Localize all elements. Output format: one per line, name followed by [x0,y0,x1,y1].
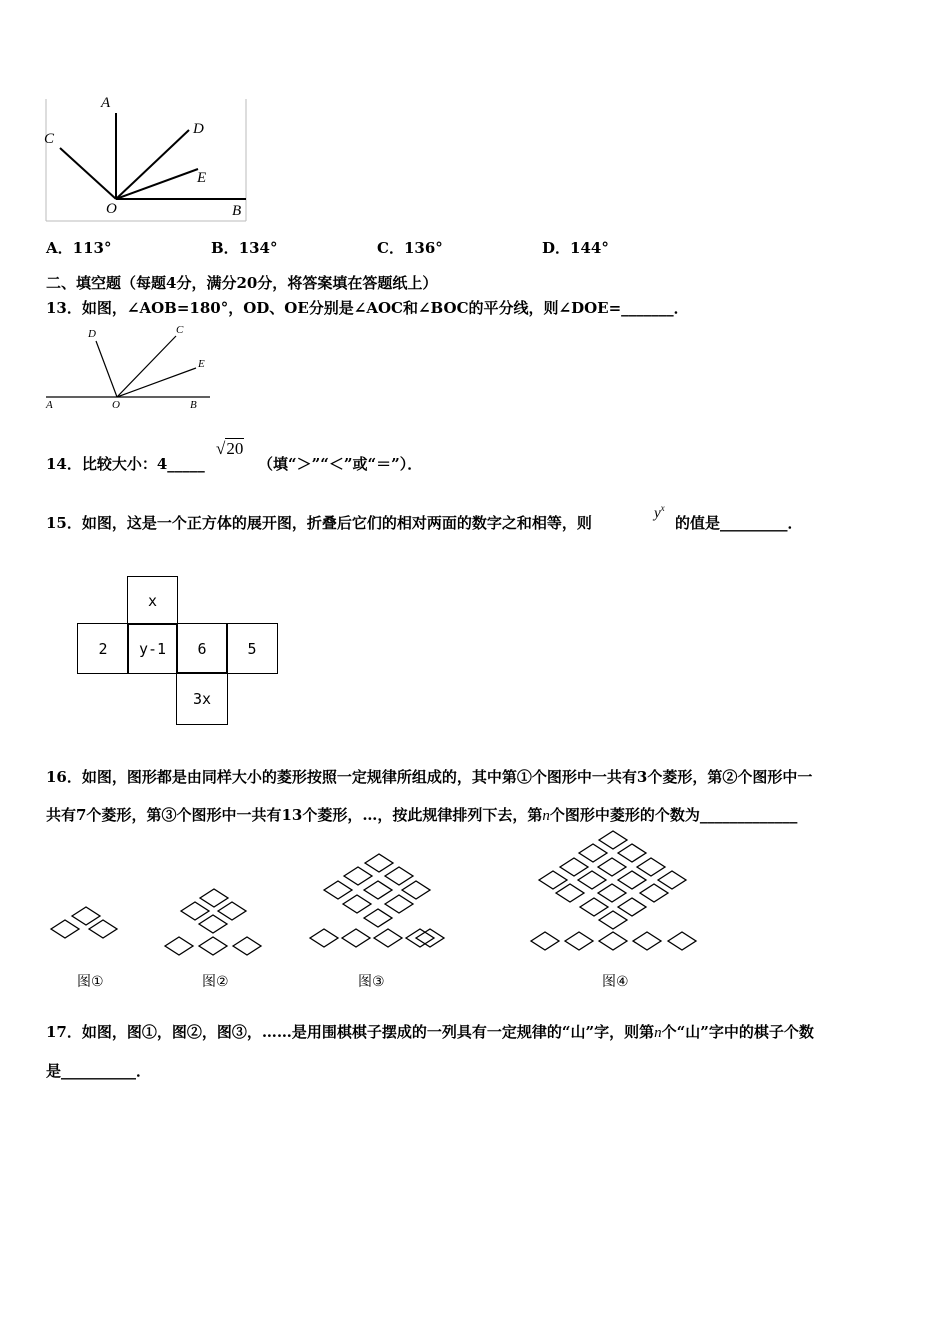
rhombus [598,858,626,876]
net-cell-2: y-1 [127,623,178,674]
option-d[interactable]: D．144° [542,239,609,257]
rhombus [539,871,567,889]
rhombus [618,871,646,889]
point-label-d: D [193,121,204,137]
point-label-a: A [101,95,111,111]
q16-line2-prefix: 共有7个菱形，第③个图形中一共有13个菱形，…，按此规律排列下去，第 [46,806,543,824]
q17-line1 [46,1021,814,1042]
rhombus [199,937,227,955]
option-c[interactable]: C．136° [377,239,443,257]
point-label-o: O [106,201,117,217]
rhombus [385,867,413,885]
net-cell-3: 6 [176,623,228,674]
rhombus [51,920,79,938]
rhombus [343,895,371,913]
q17-line1-prefix: 17．如图，图①，图②，图③，……是用围棋棋子摆成的一列具有一定规律的“山”字，则第 [46,1023,655,1041]
q13-label-e: E [198,358,205,370]
rhombus [416,929,444,947]
q15-suffix: 的值是_________． [675,514,803,532]
rhombus [233,937,261,955]
q16-line1: 16．如图，图形都是由同样大小的菱形按照一定规律所组成的，其中第①个图形中一共有3个菱形，第②个图形中一 [46,768,813,786]
caption-fig-3: 图③ [358,974,385,990]
rhombus [580,898,608,916]
q15-prefix: 15．如图，这是一个正方体的展开图，折叠后它们的相对两面的数字之和相等，则 [46,514,592,532]
rhombus [181,902,209,920]
q13-label-o: O [112,399,120,411]
q16-line2-suffix: 个图形中菱形的个数为_____________ [549,806,798,824]
rhombus [599,911,627,929]
net-cell-1: 2 [77,623,129,674]
pattern-3 [310,854,444,947]
rhombus [310,929,338,947]
net-cell-4: 5 [226,623,278,674]
pattern-4 [531,831,696,950]
rhombus [633,932,661,950]
point-label-b: B [232,203,242,219]
q16-var-n: n [542,808,550,824]
caption-fig-2: 图② [202,974,229,990]
sqrt-sign: √ [216,439,226,458]
net-cell-top: x [127,576,178,625]
rhombus [89,920,117,938]
rhombus [385,895,413,913]
point-label-c: C [44,131,55,147]
rhombus [342,929,370,947]
rhombus [200,889,228,907]
q13-label-a: A [46,399,53,411]
rhombus [618,898,646,916]
rhombus [324,881,352,899]
caption-fig-4: 图④ [602,974,629,990]
pattern-1 [51,907,117,938]
option-a[interactable]: A．113° [46,239,112,257]
rhombus [598,884,626,902]
rhombus [402,881,430,899]
power-base: y [654,505,661,522]
rhombus [374,929,402,947]
q13-label-d: D [88,328,96,340]
point-label-e: E [197,170,207,186]
rhombus [579,844,607,862]
caption-fig-1: 图① [77,974,104,990]
q17-line2: 是__________． [46,1062,152,1080]
pattern-2 [165,889,261,955]
power-exponent: x [660,503,665,513]
sqrt-radicand: 20 [226,439,244,458]
section-title: 二、填空题（每题4分，满分20分，将答案填在答题纸上） [46,274,438,292]
option-b[interactable]: B．134° [211,239,278,257]
q17-var-n: n [654,1025,662,1041]
rhombus [365,854,393,872]
rhombus [578,871,606,889]
q14-suffix: （填“＞”“＜”或“＝”）． [258,455,423,473]
rhombus [637,858,665,876]
rhombus [72,907,100,925]
rhombus [668,932,696,950]
q14-prefix: 14．比较大小：4_____ [46,455,205,473]
q13-label-c: C [176,324,184,336]
rhombus [599,932,627,950]
rhombus [556,884,584,902]
rhombus [640,884,668,902]
rhombus [618,844,646,862]
rhombus [406,929,434,947]
rhombus [560,858,588,876]
rhombus [364,881,392,899]
rhombus [218,902,246,920]
q13-label-b: B [190,399,197,411]
rhombus [344,867,372,885]
rhombus [599,831,627,849]
rhombus [364,909,392,927]
rhombus [199,915,227,933]
net-cell-bottom: 3x [176,672,228,725]
rhombus [531,932,559,950]
q17-line1-suffix: 个“山”字中的棋子个数 [661,1023,814,1041]
rhombus [565,932,593,950]
q13-text: 13．如图，∠AOB=180°，OD、OE分别是∠AOC和∠BOC的平分线，则∠DOE=_______． [46,299,689,317]
rhombus [165,937,193,955]
rhombus [658,871,686,889]
